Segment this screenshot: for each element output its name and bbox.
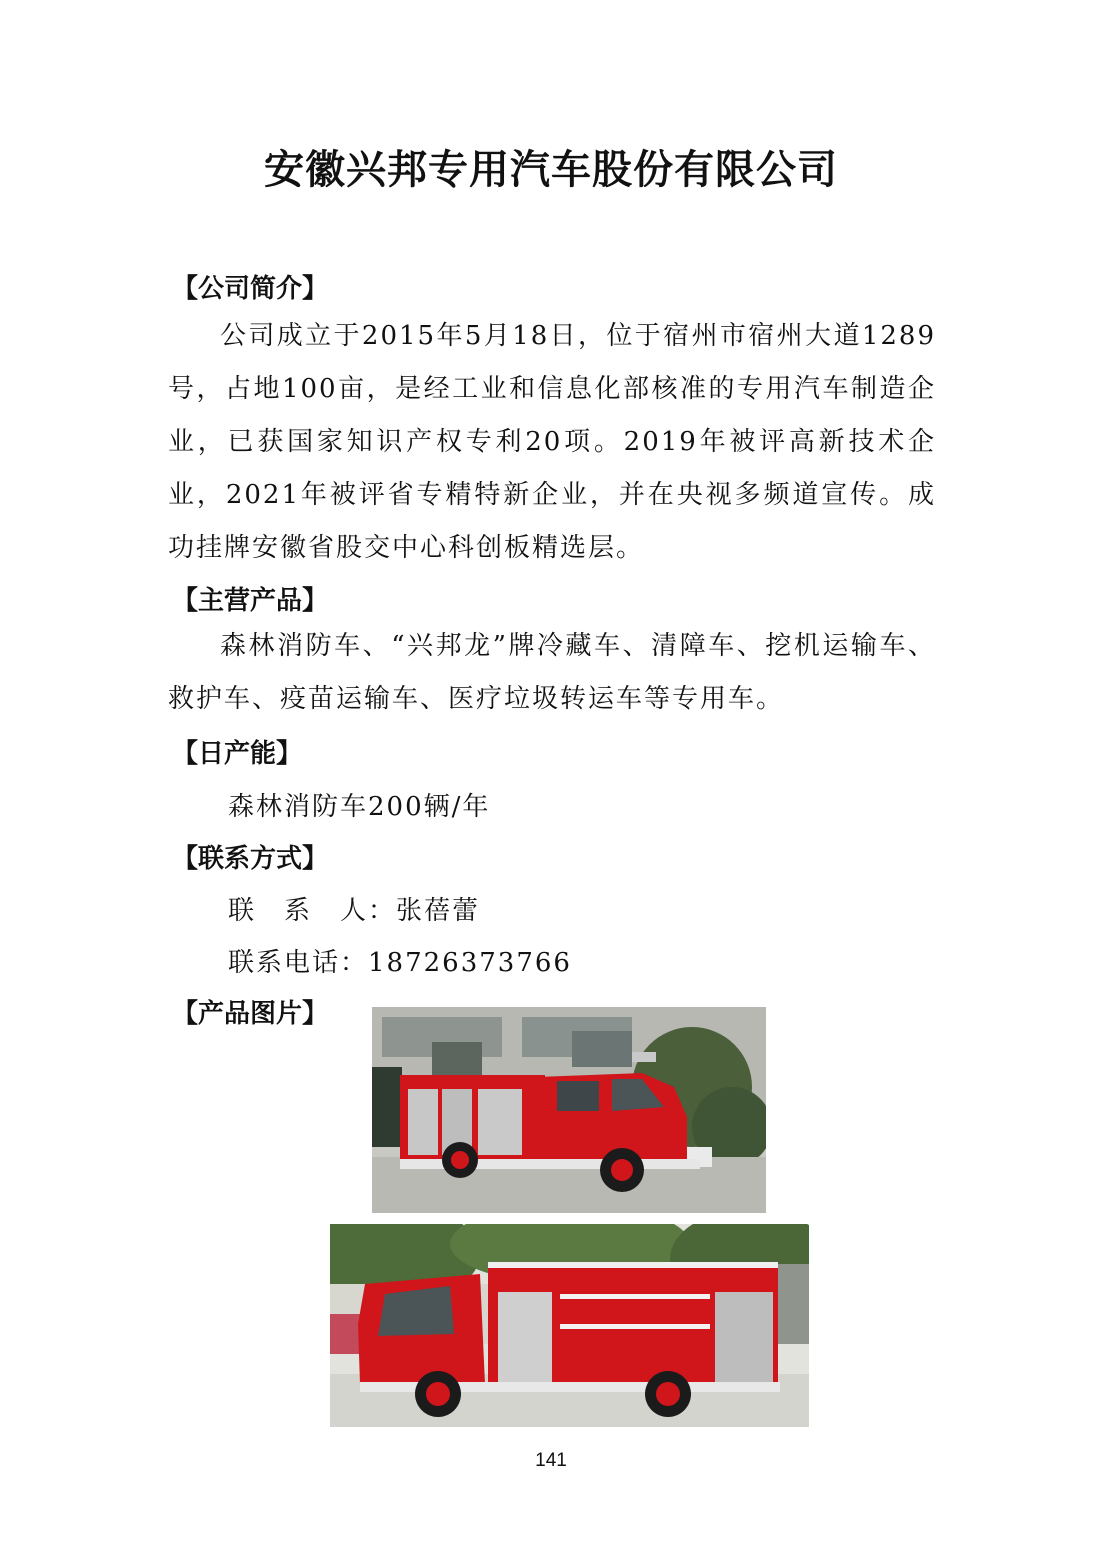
intro-heading: 【公司简介】 [172, 274, 329, 304]
fire-truck-photo-1 [372, 1007, 766, 1213]
contact-phone: 联系电话：18726373766 [228, 948, 572, 978]
contact-heading: 【联系方式】 [172, 844, 329, 874]
fire-truck-side-view-icon [330, 1224, 809, 1427]
fire-truck-crew-cab-icon [372, 1007, 766, 1213]
page-title: 安徽兴邦专用汽车股份有限公司 [264, 146, 838, 193]
products-paragraph: 森林消防车、“兴邦龙”牌冷藏车、清障车、挖机运输车、救护车、疫苗运输车、医疗垃圾转运车等专用车。 [168, 631, 936, 714]
page-number: 141 [535, 1450, 567, 1471]
photos-heading: 【产品图片】 [172, 999, 329, 1029]
fire-truck-photo-2 [330, 1224, 809, 1427]
products-heading: 【主营产品】 [172, 586, 329, 616]
capacity-heading: 【日产能】 [172, 739, 303, 769]
contact-person: 联 系 人：张蓓蕾 [228, 896, 481, 926]
capacity-text: 森林消防车200辆/年 [228, 792, 491, 822]
intro-paragraph: 公司成立于2015年5月18日，位于宿州市宿州大道1289号，占地100亩，是经工业和信息化部核准的专用汽车制造企业，已获国家知识产权专利20项。2019年被评高新技术企业，2021年被评省专精特新企业，并在央视多频道宣传。成功挂牌安徽省股交中心科创板精选层。 [168, 321, 936, 563]
